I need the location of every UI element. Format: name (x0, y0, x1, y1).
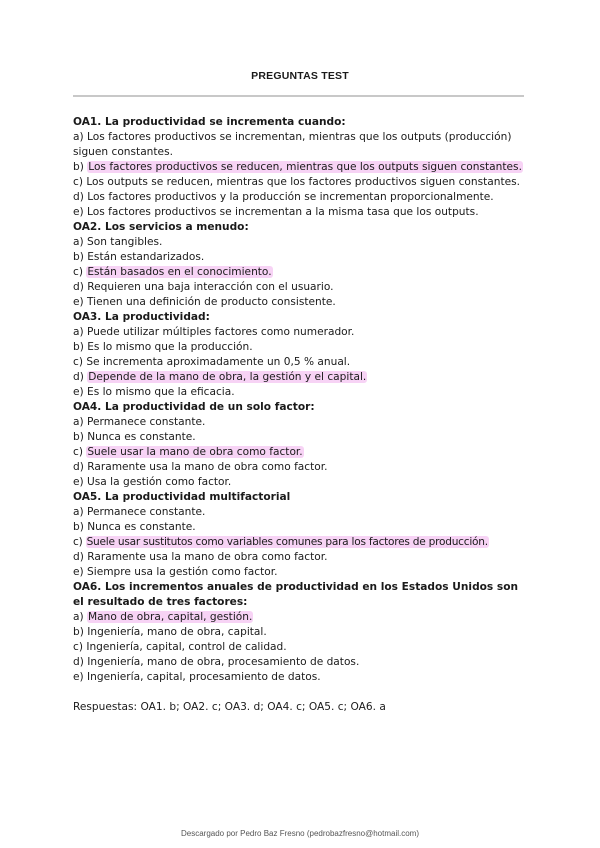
option-a: a) Permanece constante. (73, 416, 206, 428)
option-d: d) Los factores productivos y la producción se incrementan proporcionalmente. (73, 191, 494, 203)
option-a: a) Los factores productivos se incrementan, mientras que los outputs (producción) siguen constantes. (73, 131, 512, 158)
option-e: e) Ingeniería, capital, procesamiento de datos. (73, 671, 321, 683)
option-a: a) Mano de obra, capital, gestión. (73, 611, 253, 623)
option-c: c) Se incrementa aproximadamente un 0,5 % anual. (73, 356, 351, 368)
option-d: d) Requieren una baja interacción con el usuario. (73, 281, 334, 293)
question-title: OA3. La productividad: (73, 311, 210, 323)
highlighted-answer: Depende de la mano de obra, la gestión y el capital. (88, 371, 367, 383)
option-d: d) Depende de la mano de obra, la gestión y el capital. (73, 371, 367, 383)
title-divider (73, 95, 524, 97)
option-c: c) Suele usar la mano de obra como factor. (73, 446, 303, 458)
option-d: d) Ingeniería, mano de obra, procesamiento de datos. (73, 656, 360, 668)
option-a: a) Puede utilizar múltiples factores como numerador. (73, 326, 355, 338)
highlighted-answer: Mano de obra, capital, gestión. (88, 611, 253, 623)
question-title: OA4. La productividad de un solo factor: (73, 401, 315, 413)
option-e: e) Siempre usa la gestión como factor. (73, 566, 278, 578)
question-title: OA1. La productividad se incrementa cuando: (73, 116, 346, 128)
question-title: OA6. Los incrementos anuales de productividad en los Estados Unidos son el resultado de tres factores: (73, 581, 519, 608)
option-c: c) Están basados en el conocimiento. (73, 266, 272, 278)
option-b: b) Los factores productivos se reducen, mientras que los outputs siguen constantes. (73, 161, 522, 173)
option-c: c) Suele usar sustitutos como variables comunes para los factores de producción. (73, 536, 488, 548)
answer-key: Respuestas: OA1. b; OA2. c; OA3. d; OA4. c; OA5. c; OA6. a (73, 701, 386, 713)
option-e: e) Es lo mismo que la eficacia. (73, 386, 235, 398)
option-a: a) Son tangibles. (73, 236, 163, 248)
question-oa3 (73, 310, 528, 400)
option-d: d) Raramente usa la mano de obra como factor. (73, 461, 328, 473)
page-title: PREGUNTAS TEST (251, 70, 349, 82)
option-b: b) Ingeniería, mano de obra, capital. (73, 626, 267, 638)
option-b: b) Nunca es constante. (73, 521, 196, 533)
question-oa4 (73, 400, 528, 490)
question-oa5 (73, 490, 528, 580)
highlighted-answer: Están basados en el conocimiento. (87, 266, 272, 278)
option-b: b) Es lo mismo que la producción. (73, 341, 253, 353)
question-title: OA2. Los servicios a menudo: (73, 221, 249, 233)
option-e: e) Usa la gestión como factor. (73, 476, 232, 488)
option-e: e) Tienen una definición de producto consistente. (73, 296, 336, 308)
option-b: b) Nunca es constante. (73, 431, 196, 443)
option-a: a) Permanece constante. (73, 506, 206, 518)
option-e: e) Los factores productivos se incrementan a la misma tasa que los outputs. (73, 206, 479, 218)
option-b: b) Están estandarizados. (73, 251, 205, 263)
highlighted-answer: Suele usar sustitutos como variables comunes para los factores de producción. (86, 536, 488, 548)
highlighted-answer: Suele usar la mano de obra como factor. (87, 446, 303, 458)
download-footer: Descargado por Pedro Baz Fresno (pedrobazfresno@hotmail.com) (180, 829, 419, 838)
question-oa1 (73, 115, 528, 220)
option-c: c) Ingeniería, capital, control de calidad. (73, 641, 287, 653)
question-list (73, 115, 528, 715)
option-d: d) Raramente usa la mano de obra como factor. (73, 551, 328, 563)
question-oa2 (73, 220, 528, 310)
option-c: c) Los outputs se reducen, mientras que los factores productivos siguen constantes. (73, 176, 521, 188)
highlighted-answer: Los factores productivos se reducen, mientras que los outputs siguen constantes. (88, 161, 522, 173)
question-title: OA5. La productividad multifactorial (73, 491, 291, 503)
question-oa6 (73, 580, 528, 685)
